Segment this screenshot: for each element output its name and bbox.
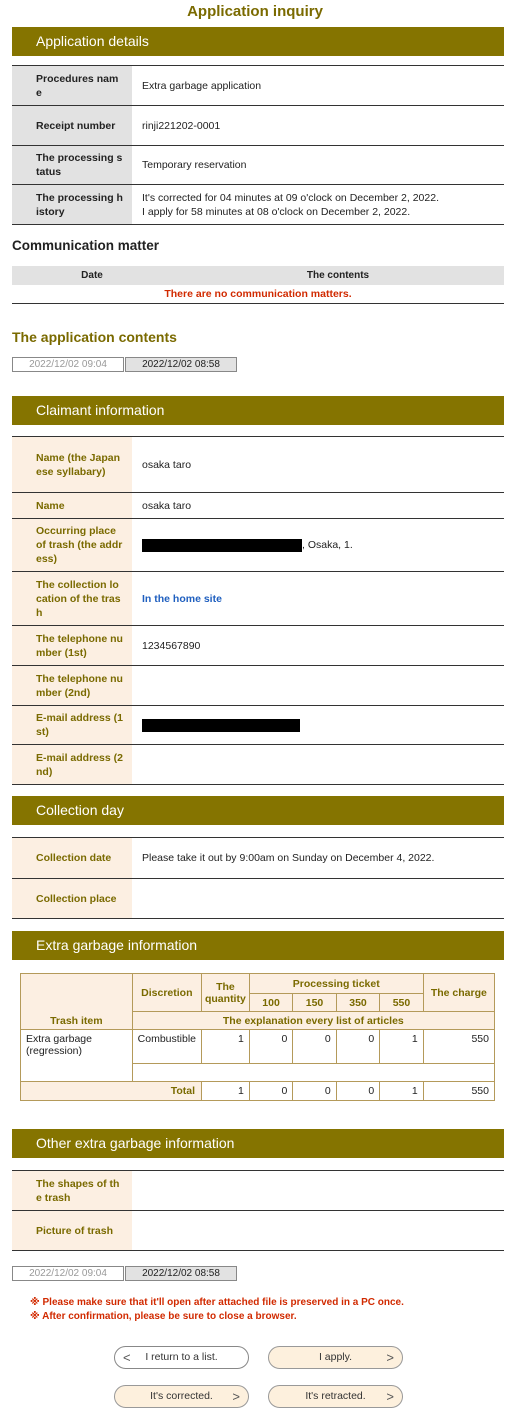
picture-value: [132, 1211, 504, 1251]
row-charge: 550: [423, 1030, 494, 1064]
row-explanation: [132, 1064, 494, 1082]
tel2-label: The telephone number (2nd): [12, 666, 132, 706]
col-t550: 550: [380, 994, 423, 1012]
history-entry: It's corrected for 04 minutes at 09 o'clock on December 2, 2022.: [142, 191, 439, 204]
history-entry: I apply for 58 minutes at 08 o'clock on December 2, 2022.: [142, 205, 411, 218]
notice-line: ※ Please make sure that it'll open after attached file is preserved in a PC once.: [30, 1297, 404, 1308]
address-suffix: , Osaka, 1.: [302, 539, 353, 551]
tel1-value: 1234567890: [142, 639, 201, 652]
email2-value: [132, 745, 504, 785]
version-tabs-bottom: [12, 1266, 238, 1281]
name-label: Name: [12, 493, 132, 519]
total-t100: 0: [249, 1082, 292, 1101]
receipt-label: Receipt number: [12, 106, 132, 146]
receipt-value: rinji221202-0001: [142, 119, 221, 132]
row-t350: 0: [336, 1030, 379, 1064]
address-value: [132, 519, 504, 572]
col-t100: 100: [249, 994, 292, 1012]
total-charge: 550: [423, 1082, 494, 1101]
retract-button[interactable]: [268, 1385, 403, 1408]
email1-label: E-mail address (1st): [12, 706, 132, 745]
tel1-label: The telephone number (1st): [12, 626, 132, 666]
total-label: Total: [21, 1082, 202, 1101]
col-trash-item: Trash item: [21, 974, 133, 1030]
page-title: Application inquiry: [187, 3, 323, 20]
no-communication-message: There are no communication matters.: [12, 285, 504, 303]
collection-place-value: [132, 879, 504, 919]
retract-label: It's retracted.: [305, 1390, 366, 1402]
total-t550: 1: [380, 1082, 423, 1101]
shapes-label: The shapes of the trash: [12, 1171, 132, 1211]
email1-value: [132, 706, 504, 745]
section-extra-garbage: Extra garbage information: [12, 931, 504, 960]
status-value: Temporary reservation: [142, 159, 247, 171]
communication-table: [12, 266, 504, 304]
apply-button[interactable]: [268, 1346, 403, 1369]
chevron-left-icon: <: [123, 1350, 131, 1365]
shapes-value: [132, 1171, 504, 1211]
name-value: osaka taro: [142, 499, 192, 512]
redacted-address: [142, 539, 302, 552]
kana-label: Name (the Japanese syllabary): [12, 437, 132, 493]
total-quantity: 1: [202, 1082, 250, 1101]
address-label: Occurring place of trash (the address): [12, 519, 132, 572]
total-row: [21, 1082, 495, 1101]
claimant-table: [12, 436, 504, 785]
row-discretion: Combustible: [132, 1030, 201, 1064]
row-t150: 0: [293, 1030, 336, 1064]
collection-location-label: The collection location of the trash: [12, 572, 132, 626]
history-value: [132, 185, 504, 225]
application-contents-heading: The application contents: [12, 329, 177, 345]
row-item: Extra garbage (regression): [21, 1030, 133, 1082]
procedures-label: Procedures name: [12, 66, 132, 106]
version-tabs: [12, 357, 238, 372]
table-row: [21, 1030, 495, 1064]
col-t350: 350: [336, 994, 379, 1012]
return-to-list-button[interactable]: [114, 1346, 249, 1369]
section-claimant-information: Claimant information: [12, 396, 504, 425]
tel2-value: [132, 666, 504, 706]
history-label: The processing history: [12, 185, 132, 225]
kana-value: osaka taro: [142, 458, 192, 471]
communication-heading: Communication matter: [12, 238, 160, 253]
collection-place-label: Collection place: [12, 879, 132, 919]
collection-location-value: In the home site: [142, 592, 222, 605]
row-quantity: 1: [202, 1030, 250, 1064]
total-t150: 0: [293, 1082, 336, 1101]
col-discretion: Discretion: [132, 974, 201, 1012]
version-tab-0904[interactable]: 2022/12/02 09:04: [12, 1266, 124, 1281]
section-application-details: Application details: [12, 27, 504, 56]
collection-table: [12, 837, 504, 919]
garbage-table: [20, 973, 495, 1101]
correct-label: It's corrected.: [150, 1390, 213, 1402]
col-date: Date: [12, 266, 172, 285]
chevron-right-icon: >: [386, 1389, 394, 1404]
details-table: [12, 65, 504, 225]
col-quantity: The quantity: [202, 974, 250, 1012]
other-table: [12, 1170, 504, 1251]
return-label: I return to a list.: [145, 1351, 218, 1363]
correct-button[interactable]: [114, 1385, 249, 1408]
apply-label: I apply.: [318, 1351, 353, 1363]
picture-label: Picture of trash: [12, 1211, 132, 1251]
version-tab-0904[interactable]: 2022/12/02 09:04: [12, 357, 124, 372]
chevron-right-icon: >: [232, 1389, 240, 1404]
col-contents: The contents: [172, 266, 504, 285]
collection-date-value: Please take it out by 9:00am on Sunday on December 4, 2022.: [142, 852, 435, 864]
version-tab-0858[interactable]: 2022/12/02 08:58: [125, 357, 237, 372]
section-collection-day: Collection day: [12, 796, 504, 825]
version-tab-0858[interactable]: 2022/12/02 08:58: [125, 1266, 237, 1281]
collection-date-label: Collection date: [12, 838, 132, 879]
total-t350: 0: [336, 1082, 379, 1101]
col-processing-ticket: Processing ticket: [249, 974, 423, 994]
row-t550: 1: [380, 1030, 423, 1064]
status-label: The processing status: [12, 146, 132, 185]
procedures-value: Extra garbage application: [142, 79, 262, 92]
redacted-email: [142, 719, 300, 732]
col-charge: The charge: [423, 974, 494, 1012]
email2-label: E-mail address (2nd): [12, 745, 132, 785]
section-other-extra-garbage: Other extra garbage information: [12, 1129, 504, 1158]
col-explanation: The explanation every list of articles: [132, 1012, 494, 1030]
notice-text: [30, 1296, 404, 1324]
col-t150: 150: [293, 994, 336, 1012]
row-t100: 0: [249, 1030, 292, 1064]
chevron-right-icon: >: [386, 1350, 394, 1365]
notice-line: ※ After confirmation, please be sure to close a browser.: [30, 1311, 297, 1322]
